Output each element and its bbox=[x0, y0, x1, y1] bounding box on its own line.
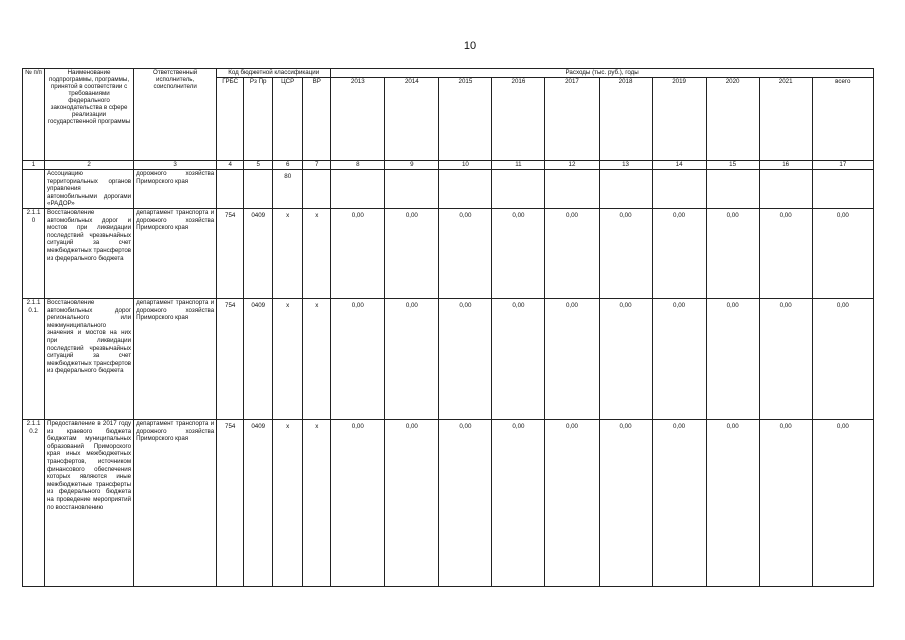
header-vr: ВР bbox=[303, 78, 331, 161]
row-executor: дорожного хозяйства Приморского края bbox=[134, 170, 217, 209]
header-year: 2018 bbox=[599, 78, 652, 161]
row-year-value: 0,00 bbox=[599, 420, 652, 587]
column-index: 5 bbox=[244, 161, 273, 170]
row-total: 0,00 bbox=[812, 209, 873, 299]
column-index: 12 bbox=[545, 161, 599, 170]
header-grbs: ГРБС bbox=[217, 78, 244, 161]
row-executor: департамент транспорта и дорожного хозяйства Приморского края bbox=[134, 299, 217, 420]
row-name: Восстановление автомобильных дорог и мостов при ликвидации последствий чрезвычайных ситуаций за счет межбюджетных трансфертов из федерального бюджета bbox=[45, 209, 134, 299]
column-index: 10 bbox=[439, 161, 492, 170]
row-year-value: 0,00 bbox=[759, 420, 812, 587]
row-year-value: 0,00 bbox=[759, 209, 812, 299]
row-year-value: 0,00 bbox=[545, 299, 599, 420]
row-year-value: 0,00 bbox=[331, 209, 385, 299]
row-rzpr: 0409 bbox=[244, 299, 273, 420]
row-year-value bbox=[439, 170, 492, 209]
header-year: 2021 bbox=[759, 78, 812, 161]
row-name: Восстановление автомобильных дорог регионального или межмуниципального значения и мостов на них при ликвидации последствий чрезвычайных ситуаций за счет межбюджетных трансфертов из федерального бюджета bbox=[45, 299, 134, 420]
header-rzpr: Рз Пр bbox=[244, 78, 273, 161]
column-index: 3 bbox=[134, 161, 217, 170]
row-csr: 80 bbox=[273, 170, 303, 209]
row-year-value bbox=[652, 170, 706, 209]
row-rzpr bbox=[244, 170, 273, 209]
row-year-value: 0,00 bbox=[439, 209, 492, 299]
row-year-value: 0,00 bbox=[652, 299, 706, 420]
row-name: Предоставление в 2017 году из краевого бюджета бюджетам муниципальных образований Приморского края иных межбюджетных трансфертов, источником финансового обеспечения которых являются иные межбюджетные трансферты из федерального бюджета на проведение мероприятий по восстановлению bbox=[45, 420, 134, 587]
header-year: 2019 bbox=[652, 78, 706, 161]
row-year-value: 0,00 bbox=[492, 420, 545, 587]
row-year-value: 0,00 bbox=[492, 209, 545, 299]
row-vr bbox=[303, 170, 331, 209]
row-year-value: 0,00 bbox=[331, 299, 385, 420]
column-index: 13 bbox=[599, 161, 652, 170]
row-rzpr: 0409 bbox=[244, 209, 273, 299]
row-total: 0,00 bbox=[812, 299, 873, 420]
column-index: 16 bbox=[759, 161, 812, 170]
row-year-value: 0,00 bbox=[545, 209, 599, 299]
column-index: 2 bbox=[45, 161, 134, 170]
header-year: 2015 bbox=[439, 78, 492, 161]
column-index-row bbox=[23, 161, 874, 170]
row-year-value: 0,00 bbox=[439, 420, 492, 587]
row-year-value: 0,00 bbox=[759, 299, 812, 420]
row-year-value bbox=[599, 170, 652, 209]
header-year: 2014 bbox=[385, 78, 439, 161]
row-total bbox=[812, 170, 873, 209]
header-name: Наименование подпрограммы, программы, принятой в соответствии с требованиями федерального законодательства в сфере реализации государственной программы bbox=[45, 69, 134, 161]
table-row bbox=[23, 420, 874, 587]
row-year-value: 0,00 bbox=[652, 420, 706, 587]
row-number bbox=[23, 170, 45, 209]
table-row bbox=[23, 209, 874, 299]
row-total: 0,00 bbox=[812, 420, 873, 587]
row-name: Ассоциацию территориальных органов управления автомобильными дорогами «РАДОР» bbox=[45, 170, 134, 209]
row-executor: департамент транспорта и дорожного хозяйства Приморского края bbox=[134, 209, 217, 299]
row-year-value: 0,00 bbox=[385, 299, 439, 420]
row-year-value bbox=[492, 170, 545, 209]
budget-table bbox=[22, 68, 874, 587]
column-index: 9 bbox=[385, 161, 439, 170]
header-total: всего bbox=[812, 78, 873, 161]
table-row bbox=[23, 170, 874, 209]
row-year-value: 0,00 bbox=[706, 299, 759, 420]
row-year-value: 0,00 bbox=[599, 299, 652, 420]
row-grbs: 754 bbox=[217, 299, 244, 420]
row-year-value: 0,00 bbox=[545, 420, 599, 587]
page-number: 10 bbox=[463, 40, 477, 52]
row-year-value bbox=[545, 170, 599, 209]
row-year-value bbox=[385, 170, 439, 209]
row-rzpr: 0409 bbox=[244, 420, 273, 587]
row-year-value: 0,00 bbox=[331, 420, 385, 587]
header-kbk-group: Код бюджетной классификации bbox=[217, 69, 331, 78]
row-year-value: 0,00 bbox=[385, 209, 439, 299]
row-vr: x bbox=[303, 209, 331, 299]
row-number: 2.1.1 0.2 bbox=[23, 420, 45, 587]
header-expenses-group: Расходы (тыс. руб.), годы bbox=[331, 69, 874, 78]
row-grbs: 754 bbox=[217, 420, 244, 587]
row-number: 2.1.1 0.1. bbox=[23, 299, 45, 420]
row-vr: x bbox=[303, 299, 331, 420]
header-csr: ЦСР bbox=[273, 78, 303, 161]
column-index: 6 bbox=[273, 161, 303, 170]
row-number: 2.1.1 0 bbox=[23, 209, 45, 299]
row-year-value: 0,00 bbox=[439, 299, 492, 420]
header-num: № п/п bbox=[23, 69, 45, 161]
row-grbs bbox=[217, 170, 244, 209]
column-index: 17 bbox=[812, 161, 873, 170]
header-year: 2013 bbox=[331, 78, 385, 161]
header-year: 2017 bbox=[545, 78, 599, 161]
column-index: 8 bbox=[331, 161, 385, 170]
row-executor: департамент транспорта и дорожного хозяйства Приморского края bbox=[134, 420, 217, 587]
column-index: 15 bbox=[706, 161, 759, 170]
column-index: 14 bbox=[652, 161, 706, 170]
column-index: 4 bbox=[217, 161, 244, 170]
row-year-value: 0,00 bbox=[492, 299, 545, 420]
row-year-value: 0,00 bbox=[599, 209, 652, 299]
column-index: 1 bbox=[23, 161, 45, 170]
row-csr: x bbox=[273, 209, 303, 299]
header-year: 2016 bbox=[492, 78, 545, 161]
row-year-value: 0,00 bbox=[385, 420, 439, 587]
row-csr: x bbox=[273, 420, 303, 587]
row-year-value: 0,00 bbox=[652, 209, 706, 299]
row-csr: x bbox=[273, 299, 303, 420]
column-index: 7 bbox=[303, 161, 331, 170]
row-year-value bbox=[759, 170, 812, 209]
column-index: 11 bbox=[492, 161, 545, 170]
table-row bbox=[23, 299, 874, 420]
row-year-value bbox=[331, 170, 385, 209]
row-vr: x bbox=[303, 420, 331, 587]
row-year-value: 0,00 bbox=[706, 420, 759, 587]
header-year: 2020 bbox=[706, 78, 759, 161]
header-executor: Ответственный исполнитель, соисполнители bbox=[134, 69, 217, 161]
row-year-value bbox=[706, 170, 759, 209]
row-grbs: 754 bbox=[217, 209, 244, 299]
row-year-value: 0,00 bbox=[706, 209, 759, 299]
